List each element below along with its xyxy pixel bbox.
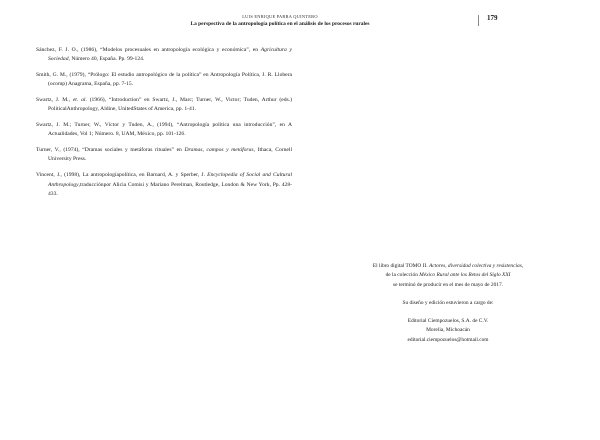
colophon-publisher: Editorial Ciempozuelos, S.A. de C.V. xyxy=(407,318,489,325)
colophon xyxy=(330,262,566,345)
bibliography-entry: Sánchez, F. J. O., (1986), “Modelos procesuales en antropología ecológica y económica”, en Agricultura y Sociedad, Número 40, España. Pp. 99-124. xyxy=(36,47,292,63)
colophon-line-3: se terminó de producir en el mes de mayo de 2017. xyxy=(392,281,504,288)
running-head xyxy=(60,14,500,28)
bibliography-entry: Turner, V., (1974), “Dramas sociales y metáforas rituales” en Dramas, campos y metáforas, Ithaca, Cornell University Press. xyxy=(36,147,292,163)
colophon-book-title: Actores, diversidad colectiva y resistencias xyxy=(428,263,522,269)
colophon-spacer xyxy=(330,290,566,299)
colophon-book-label: El libro digital TOMO II. xyxy=(372,263,428,269)
bibliography-entry: Swartz, J. M., et. al. (1966), “Introduction” en Swartz, J., Marc; Turner, W., Victor; Tuden, Arthur (eds.) PoliticalAnthropology, Aldine, UnitedStates of America, pp. 1-41. xyxy=(36,97,292,113)
colophon-email: editorial.ciempozuelos@hotmail.com xyxy=(407,336,489,343)
running-head-title: La perspectiva de la antropología política en el análisis de los procesos rurales xyxy=(190,20,370,27)
bibliography-entry: Smith, G. M., (1979), “Prólogo: El estudio antropológico de la política” en Antropología Política, J. R. Llobera (ocomp) Anagrama, España, pp. 7-15. xyxy=(36,72,292,88)
folio-divider xyxy=(478,15,479,26)
colophon-line-2 xyxy=(330,271,566,280)
bibliography-list xyxy=(36,46,292,206)
colophon-line-1: El libro digital TOMO II. Actores, diversidad colectiva y resistencias, xyxy=(372,263,524,269)
colophon-city: Morelia, Michoacán xyxy=(426,327,470,334)
bibliography-entry: Vincent, J., (1998), La antropologíapolítica, en Barnard, A. y Sperber, J. Encyclopedia of Social and Cultural Anthropology,traducciónpor Alicia Comisi y Mariano Perelman, Routledge, London & New York, Pp. 428-433. xyxy=(36,172,292,197)
running-head-author: LUIS ENRIQUE PARRA QUINTERO xyxy=(242,14,318,19)
colophon-collection-title: México Rural ante los Retos del Siglo XXI xyxy=(419,272,511,279)
bibliography-entry: Swartz, J. M.; Turner, W., Víctor y Tuden, A., (1994), “Antropología política una introducción”, en A Actualidades, Vol 1; Número. 8, UAM, México, pp. 101-126. xyxy=(36,122,292,138)
colophon-collection-label: de la colección xyxy=(385,272,418,279)
page-number: 179 xyxy=(487,14,498,22)
colophon-spacer xyxy=(330,308,566,317)
colophon-line-4: Su diseño y edición estuvieron a cargo de: xyxy=(402,299,494,306)
